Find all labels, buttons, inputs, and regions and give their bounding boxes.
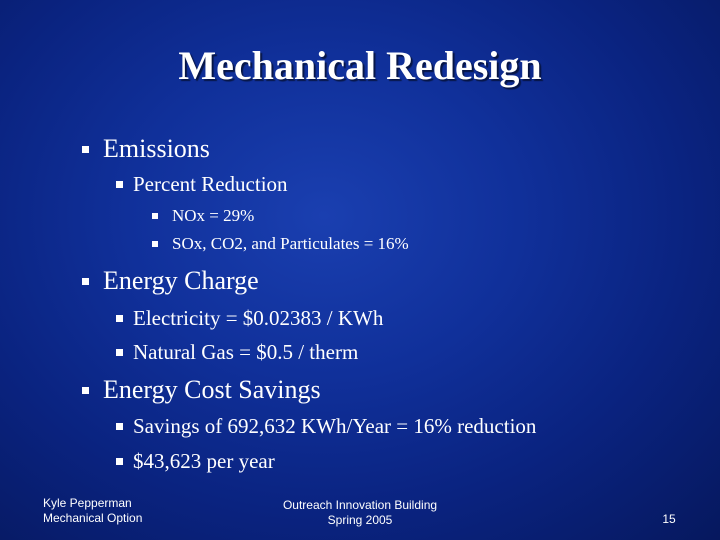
footer-center-block xyxy=(260,498,460,528)
bullet-sox xyxy=(152,234,409,254)
bullet-savings xyxy=(116,414,536,439)
subitem-label: Electricity = $0.02383 / KWh xyxy=(133,306,384,330)
square-bullet-icon xyxy=(116,458,123,465)
square-bullet-icon xyxy=(116,315,123,322)
square-bullet-icon xyxy=(152,213,158,219)
bullet-energy-charge xyxy=(82,266,259,296)
slide-title: Mechanical Redesign xyxy=(178,43,542,88)
section-heading: Energy Cost Savings xyxy=(103,375,321,404)
footer-author: Kyle Pepperman xyxy=(43,496,132,510)
bullet-electricity xyxy=(116,306,383,331)
footer-option: Mechanical Option xyxy=(43,511,143,525)
section-heading: Energy Charge xyxy=(103,266,259,295)
footer-building: Outreach Innovation Building xyxy=(282,498,438,512)
footer-author-block xyxy=(43,496,142,526)
page-number: 15 xyxy=(662,512,676,526)
subitem-label: $43,623 per year xyxy=(133,449,275,473)
subsubitem-label: SOx, CO2, and Particulates = 16% xyxy=(172,234,409,253)
subitem-label: Natural Gas = $0.5 / therm xyxy=(133,340,359,364)
square-bullet-icon xyxy=(152,241,158,247)
square-bullet-icon xyxy=(116,423,123,430)
square-bullet-icon xyxy=(82,387,89,394)
bullet-natural-gas xyxy=(116,340,358,365)
bullet-emissions xyxy=(82,134,210,164)
subsubitem-label: NOx = 29% xyxy=(172,206,255,225)
square-bullet-icon xyxy=(116,349,123,356)
square-bullet-icon xyxy=(82,278,89,285)
section-heading: Emissions xyxy=(103,134,210,163)
bullet-percent-reduction xyxy=(116,172,288,197)
footer-term: Spring 2005 xyxy=(327,513,393,527)
square-bullet-icon xyxy=(116,181,123,188)
square-bullet-icon xyxy=(82,146,89,153)
bullet-energy-cost-savings xyxy=(82,375,321,405)
subitem-label: Savings of 692,632 KWh/Year = 16% reduction xyxy=(133,414,537,438)
subitem-label: Percent Reduction xyxy=(133,172,288,196)
bullet-nox xyxy=(152,206,254,226)
bullet-per-year xyxy=(116,449,275,474)
